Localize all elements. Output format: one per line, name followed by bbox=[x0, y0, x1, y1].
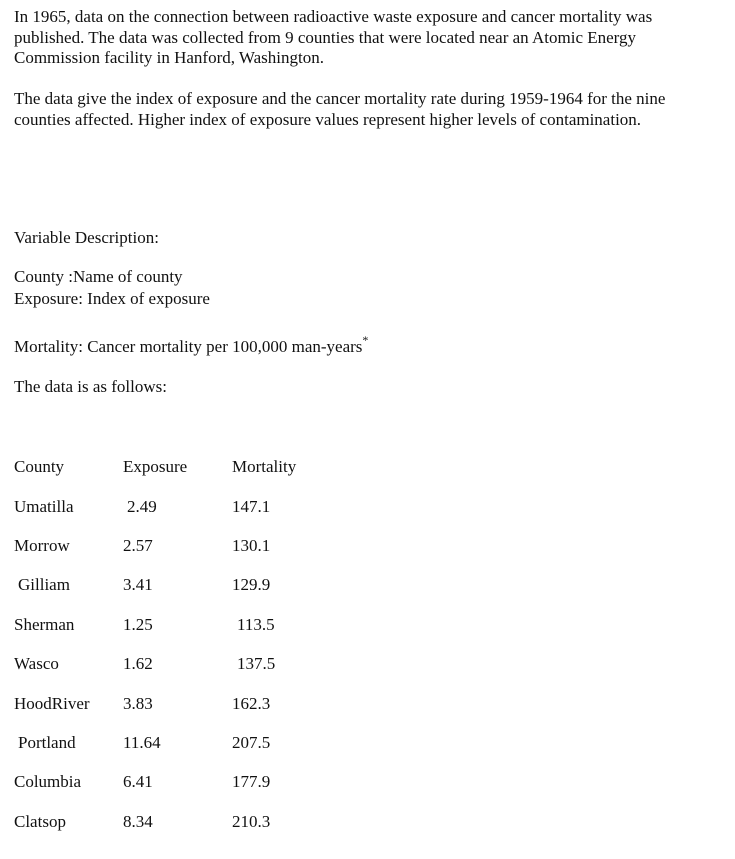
table-cell-exposure: 2.49 bbox=[127, 497, 157, 516]
table-cell-exposure: 2.57 bbox=[123, 536, 153, 555]
table-cell-county: Columbia bbox=[14, 772, 82, 791]
table-cell-mortality: 207.5 bbox=[232, 733, 271, 752]
table-cell-county: Portland bbox=[18, 733, 76, 752]
intro-paragraph-2: The data give the index of exposure and the cancer mortality rate during 1959-1964 for the nine counties affected. Higher index of exposure values represent higher levels of contamination. bbox=[14, 89, 666, 129]
intro-paragraph-1: In 1965, data on the connection between radioactive waste exposure and cancer mortality was published. The data was collected from 9 counties that were located near an Atomic Energy Commission facility in Hanford, Washington. bbox=[14, 7, 653, 67]
table-cell-county: Clatsop bbox=[14, 812, 66, 831]
table-header-mortality: Mortality bbox=[232, 457, 297, 476]
table-cell-mortality: 113.5 bbox=[237, 615, 275, 634]
table-cell-mortality: 147.1 bbox=[232, 497, 271, 516]
table-cell-mortality: 137.5 bbox=[237, 654, 276, 673]
table-header-exposure: Exposure bbox=[123, 457, 188, 476]
table-cell-exposure: 1.62 bbox=[123, 654, 153, 673]
table-cell-mortality: 162.3 bbox=[232, 694, 271, 713]
table-cell-exposure: 1.25 bbox=[123, 615, 153, 634]
table-cell-mortality: 177.9 bbox=[232, 772, 271, 791]
table-cell-county: Gilliam bbox=[18, 575, 70, 594]
table-cell-exposure: 8.34 bbox=[123, 812, 153, 831]
table-cell-exposure: 6.41 bbox=[123, 772, 153, 791]
footnote-asterisk: * bbox=[362, 333, 369, 347]
table-header-county: County bbox=[14, 457, 65, 476]
table-cell-mortality: 129.9 bbox=[232, 575, 271, 594]
table-cell-exposure: 3.83 bbox=[123, 694, 153, 713]
table-cell-exposure: 3.41 bbox=[123, 575, 153, 594]
variable-exposure-description: Exposure: Index of exposure bbox=[14, 289, 210, 308]
variable-county-description: County :Name of county bbox=[14, 267, 183, 286]
mortality-description-text: Mortality: Cancer mortality per 100,000 man-years bbox=[14, 337, 363, 356]
variable-description-heading: Variable Description: bbox=[14, 228, 159, 247]
table-cell-county: HoodRiver bbox=[14, 694, 90, 713]
table-cell-county: Umatilla bbox=[14, 497, 74, 516]
data-intro-text: The data is as follows: bbox=[14, 377, 167, 396]
table-cell-county: Sherman bbox=[14, 615, 75, 634]
table-cell-county: Wasco bbox=[14, 654, 59, 673]
table-cell-exposure: 11.64 bbox=[123, 733, 161, 752]
variable-mortality-description bbox=[14, 333, 369, 358]
table-cell-county: Morrow bbox=[14, 536, 70, 555]
table-cell-mortality: 130.1 bbox=[232, 536, 271, 555]
table-cell-mortality: 210.3 bbox=[232, 812, 271, 831]
